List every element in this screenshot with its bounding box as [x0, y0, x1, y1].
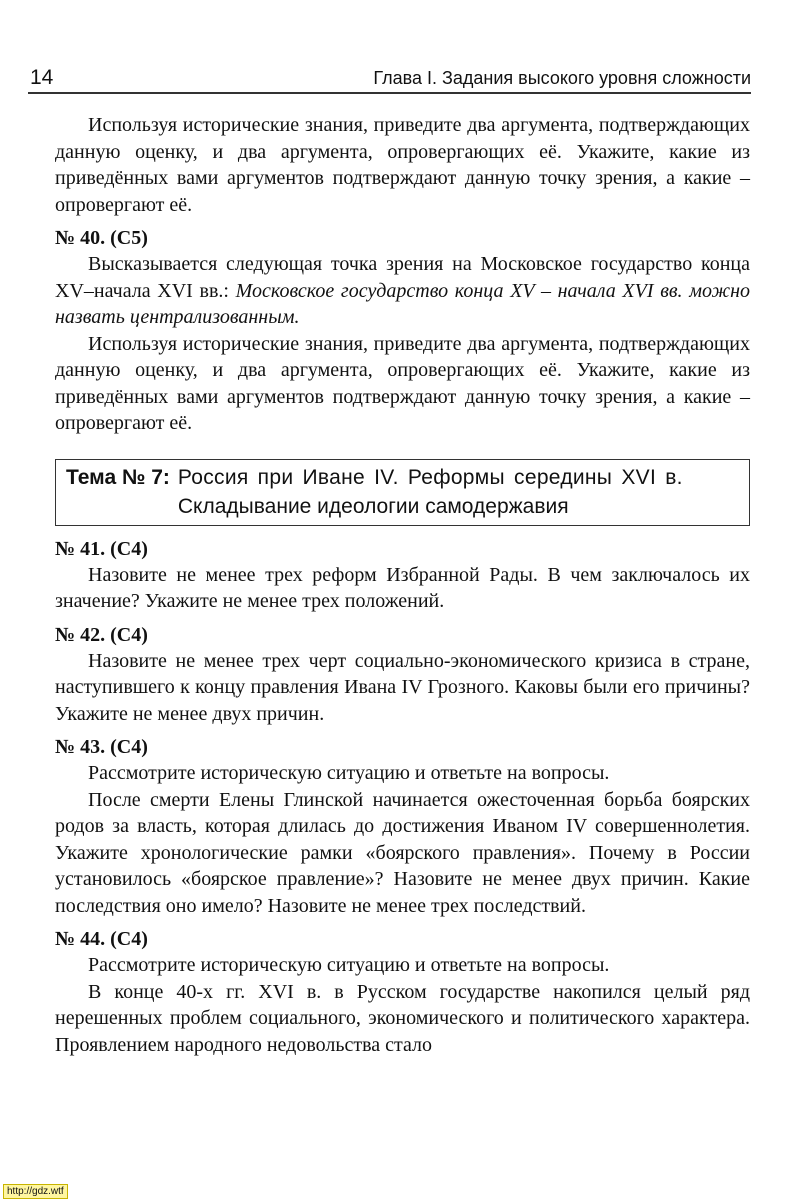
topic-box	[55, 459, 750, 526]
task-40-lead: Высказывается следующая точка зрения на Московское государство конца XV–начала XVI вв.:	[55, 253, 750, 302]
task-44-instruction: Рассмотрите историческую ситуацию и ответьте на вопросы.	[88, 954, 610, 976]
task-40-statement	[55, 251, 750, 331]
task-44-number: № 44. (С4)	[55, 928, 148, 950]
topic-title-line-1: Россия при Иване IV. Реформы середины XVI в.	[177, 465, 683, 489]
page-header	[28, 56, 751, 94]
intro-paragraph: Используя исторические знания, приведите два аргумента, подтверждающих данную оценку, и два аргумента, опровергающих её. Укажите, какие из приведённых вами аргументов подтверждают данную точку зрения, а какие – опровергают её.	[55, 114, 750, 216]
task-40-number: № 40. (С5)	[55, 227, 148, 249]
page-content	[55, 112, 750, 1058]
source-url-link[interactable]: http://gdz.wtf	[3, 1184, 68, 1199]
task-42-text: Назовите не менее трех черт социально-экономического кризиса в стране, наступившего к концу правления Ивана IV Грозного. Каковы были его причины? Укажите не менее двух причин.	[55, 649, 750, 725]
topic-title	[178, 463, 739, 521]
task-41-number: № 41. (С4)	[55, 537, 148, 560]
task-40-instruction: Используя исторические знания, приведите два аргумента, подтверждающих данную оценку, и два аргумента, опровергающих её. Укажите, какие из приведённых вами аргументов подтверждают данную точку зрения, а какие – опровергают её.	[55, 332, 750, 434]
task-41-text: Назовите не менее трех реформ Избранной Рады. В чем заключалось их значение? Укажите не менее трех положений.	[55, 563, 750, 612]
task-42-number: № 42. (С4)	[55, 623, 148, 646]
running-title: Глава I. Задания высокого уровня сложности	[373, 68, 751, 88]
topic-label: Тема № 7:	[66, 465, 170, 489]
task-43-text: После смерти Елены Глинской начинается ожесточенная борьба боярских родов за власть, которая длилась до достижения Иваном IV совершеннолетия. Укажите хронологические рамки «боярского правления». Почему в России установилось «боярское правление»? Назовите не менее двух причин. Какие последствия оно имело? Назовите не менее трех последствий.	[55, 788, 750, 917]
task-43-instruction: Рассмотрите историческую ситуацию и ответьте на вопросы.	[88, 762, 610, 784]
topic-title-line-2: Складывание идеологии самодержавия	[177, 494, 569, 518]
page-number: 14	[30, 66, 54, 89]
task-40-quote: Московское государство конца XV – начала XVI вв. можно назвать централизованным.	[55, 279, 751, 328]
task-43-number: № 43. (С4)	[55, 736, 148, 758]
task-44-text: В конце 40-х гг. XVI в. в Русском государстве накопился целый ряд нерешенных проблем социального, экономического и политического характера. Проявлением народного недовольства стало	[55, 980, 750, 1056]
